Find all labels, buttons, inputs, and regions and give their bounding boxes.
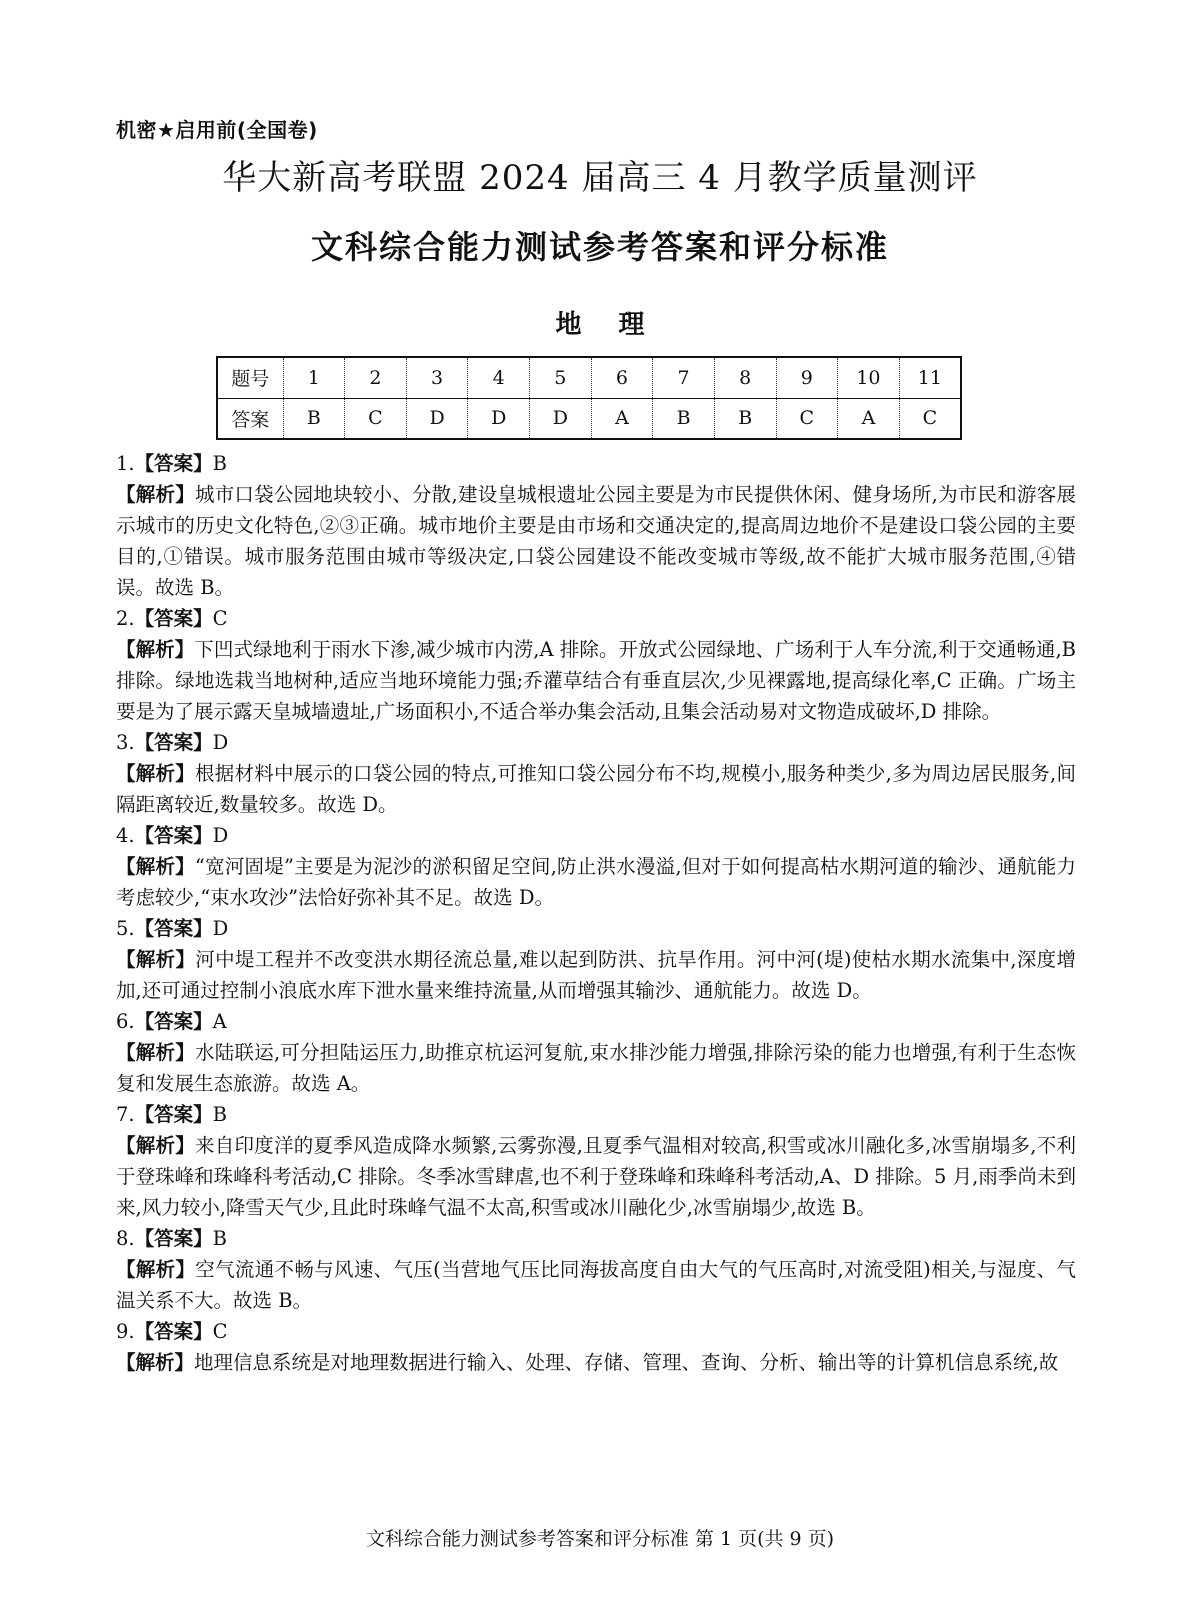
question-block [116,820,1076,913]
analysis-paragraph [116,1037,1076,1099]
question-block [116,1006,1076,1099]
answer-value: D [212,917,229,940]
answer-cell: B [283,398,345,439]
answer-cell: A [838,398,900,439]
question-block [116,1316,1076,1378]
answer-cell: C [345,398,407,439]
question-number-cell: 9 [776,357,838,398]
answer-cell: B [714,398,776,439]
answer-label: 【答案】 [134,917,213,940]
answer-cell: B [653,398,715,439]
analysis-text: 水陆联运,可分担陆运压力,助推京杭运河复航,束水排沙能力增强,排除污染的能力也增强,有利于生态恢复和发展生态旅游。故选 A。 [116,1041,1076,1095]
answer-value: B [212,1103,227,1126]
analysis-label: 【解析】 [116,483,195,506]
answer-value: D [212,731,229,754]
analysis-text: 空气流通不畅与风速、气压(当营地气压比同海拔高度自由大气的气压高时,对流受阻)相关,与湿度、气温关系不大。故选 B。 [116,1258,1076,1312]
question-number-cell: 8 [714,357,776,398]
analysis-paragraph [116,1347,1076,1378]
answer-line [116,727,1076,758]
analysis-paragraph [116,479,1076,603]
answer-line [116,1006,1076,1037]
analysis-label: 【解析】 [116,1134,195,1157]
question-number-cell: 5 [530,357,592,398]
question-number-cell: 2 [345,357,407,398]
analysis-text: 下凹式绿地利于雨水下渗,减少城市内涝,A 排除。开放式公园绿地、广场利于人车分流,利于交通畅通,B 排除。绿地选栽当地树种,适应当地环境能力强;乔灌草结合有垂直层次,少见裸露地,提高绿化率,C 正确。广场主要是为了展示露天皇城墙遗址,广场面积小,不适合举办集会活动,且集会活动易对文物造成破坏,D 排除。 [116,638,1076,723]
question-block [116,1223,1076,1316]
answer-line [116,448,1076,479]
analysis-paragraph [116,944,1076,1006]
answer-line [116,913,1076,944]
analysis-label: 【解析】 [116,762,195,785]
question-number: 8. [116,1227,135,1250]
answer-line [116,820,1076,851]
question-block [116,913,1076,1006]
question-number: 2. [116,607,135,630]
analysis-paragraph [116,1130,1076,1223]
analysis-label: 【解析】 [116,1351,195,1374]
question-number-cell: 1 [283,357,345,398]
answer-cell: C [899,398,961,439]
question-number-cell: 4 [468,357,530,398]
analysis-label: 【解析】 [116,638,195,661]
question-block [116,727,1076,820]
analysis-text: 城市口袋公园地块较小、分散,建设皇城根遗址公园主要是为市民提供休闲、健身场所,为市民和游客展示城市的历史文化特色,②③正确。城市地价主要是由市场和交通决定的,提高周边地价不是建设口袋公园的主要目的,①错误。城市服务范围由城市等级决定,口袋公园建设不能改变城市等级,故不能扩大城市服务范围,④错误。故选 B。 [116,483,1076,599]
answer-table [216,356,962,440]
answer-label: 【答案】 [134,1320,213,1343]
answer-value: C [212,1320,228,1343]
analysis-paragraph [116,758,1076,820]
answer-value: A [212,1010,227,1033]
analysis-text: 河中堤工程并不改变洪水期径流总量,难以起到防洪、抗旱作用。河中河(堤)使枯水期水流集中,深度增加,还可通过控制小浪底水库下泄水量来维持流量,从而增强其输沙、通航能力。故选 D。 [116,948,1076,1002]
subject-heading: 地 理 [555,310,645,340]
question-number: 1. [116,452,135,475]
question-number: 9. [116,1320,135,1343]
document-subtitle: 文科综合能力测试参考答案和评分标准 [310,228,889,266]
question-number-cell: 7 [653,357,715,398]
answer-label: 【答案】 [134,731,213,754]
answer-cell: D [406,398,468,439]
answer-label: 【答案】 [134,1010,213,1033]
question-number-cell: 3 [406,357,468,398]
answer-cell: D [468,398,530,439]
answer-label: 【答案】 [134,824,213,847]
analysis-paragraph [116,851,1076,913]
page-footer: 文科综合能力测试参考答案和评分标准 第 1 页(共 9 页) [365,1528,835,1550]
explanations [116,448,1076,1378]
answer-label: 【答案】 [134,1103,213,1126]
answer-line [116,1316,1076,1347]
answer-value: B [212,452,227,475]
analysis-text: 地理信息系统是对地理数据进行输入、处理、存储、管理、查询、分析、输出等的计算机信息系统,故 [194,1351,1059,1374]
question-number: 7. [116,1103,135,1126]
question-block [116,603,1076,727]
answer-label: 【答案】 [134,607,213,630]
analysis-label: 【解析】 [116,1041,195,1064]
answer-cell: D [530,398,592,439]
answer-label: 【答案】 [134,1227,213,1250]
question-number: 6. [116,1010,135,1033]
confidential-label: 机密★启用前(全国卷) [116,118,318,142]
question-number-cell: 11 [899,357,961,398]
question-block [116,1099,1076,1223]
answer-value: C [212,607,228,630]
analysis-label: 【解析】 [116,948,196,971]
exam-title: 华大新高考联盟 2024 届高三 4 月教学质量测评 [222,158,978,198]
answer-line [116,1223,1076,1254]
question-number-cell: 10 [838,357,900,398]
analysis-label: 【解析】 [116,1258,196,1281]
question-number: 3. [116,731,135,754]
answer-cell: C [776,398,838,439]
question-number: 4. [116,824,135,847]
answer-value: D [212,824,229,847]
row-label-answer: 答案 [217,398,283,439]
row-label-number: 题号 [217,357,283,398]
question-number-cell: 6 [591,357,653,398]
answer-cell: A [591,398,653,439]
analysis-text: 根据材料中展示的口袋公园的特点,可推知口袋公园分布不均,规模小,服务种类少,多为周边居民服务,间隔距离较近,数量较多。故选 D。 [116,762,1076,816]
answer-line [116,1099,1076,1130]
answer-label: 【答案】 [134,452,213,475]
answer-line [116,603,1076,634]
question-number: 5. [116,917,135,940]
answer-table-answer-row [217,398,961,439]
analysis-label: 【解析】 [116,855,195,878]
analysis-text: “宽河固堤”主要是为泥沙的淤积留足空间,防止洪水漫溢,但对于如何提高枯水期河道的输沙、通航能力考虑较少,“束水攻沙”法恰好弥补其不足。故选 D。 [116,855,1076,909]
question-block [116,448,1076,603]
answer-value: B [212,1227,227,1250]
analysis-text: 来自印度洋的夏季风造成降水频繁,云雾弥漫,且夏季气温相对较高,积雪或冰川融化多,冰雪崩塌多,不利于登珠峰和珠峰科考活动,C 排除。冬季冰雪肆虐,也不利于登珠峰和珠峰科考活动,A、D 排除。5 月,雨季尚未到来,风力较小,降雪天气少,且此时珠峰气温不太高,积雪或冰川融化少,冰雪崩塌少,故选 B。 [116,1134,1076,1219]
analysis-paragraph [116,634,1076,727]
answer-table-number-row [217,357,961,398]
analysis-paragraph [116,1254,1076,1316]
